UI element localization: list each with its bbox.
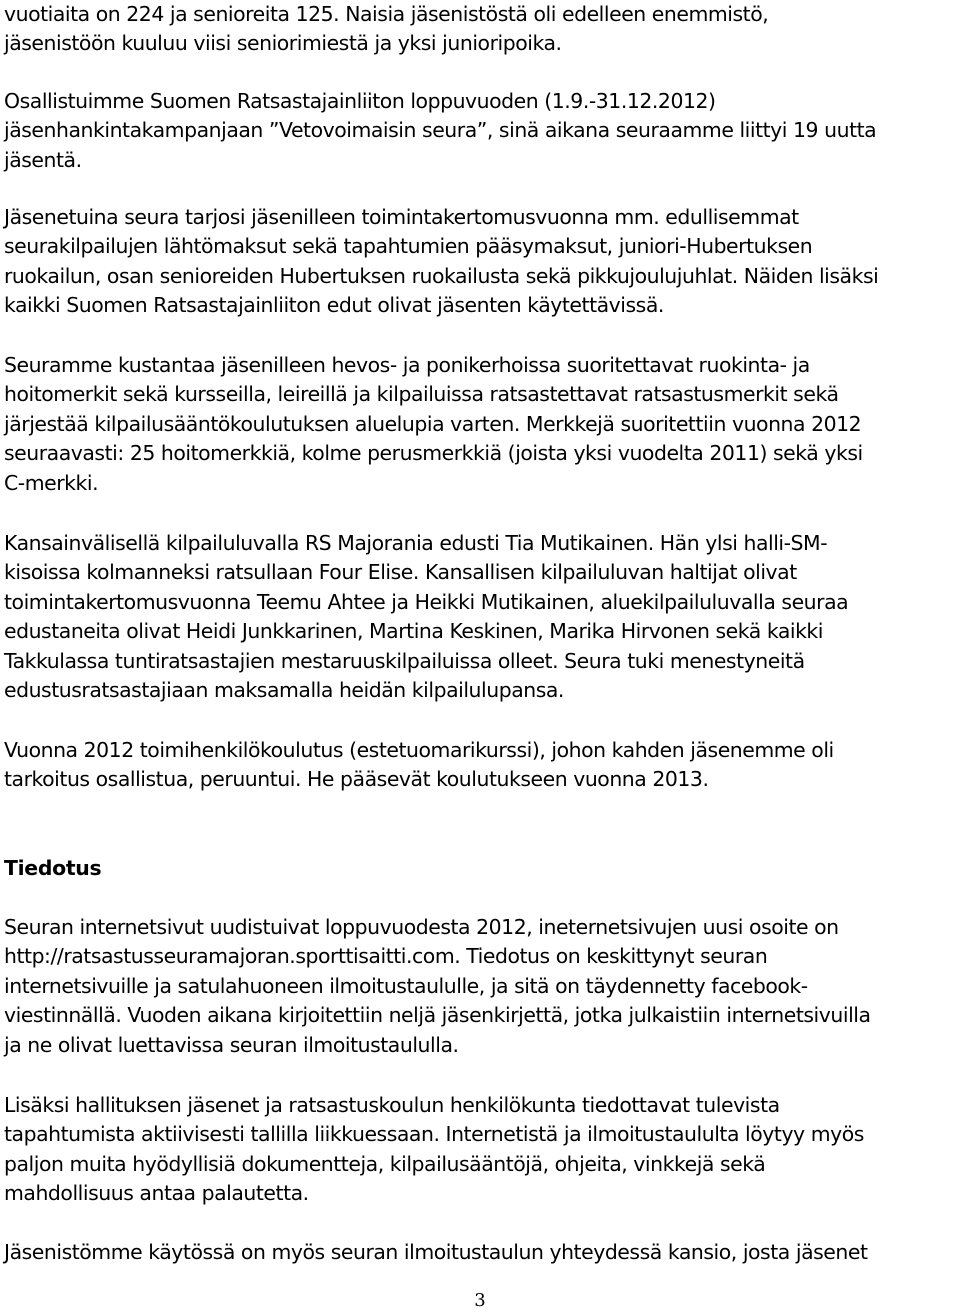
paragraph-competition-licences: Kansainvälisellä kilpailuluvalla RS Majorania edusti Tia Mutikainen. Hän ylsi halli-SM- kisoissa kolmanneksi ratsullaan Four Elise. Kansallisen kilpailuluvan haltijat olivat toimintakertomusvuonna Teemu Ahtee ja Heikki Mutikainen, aluekilpailuluvalla seuraa edustaneita olivat Heidi Junkkarinen, Martina Keskinen, Marika Hirvonen sekä kaikki Takkulassa tuntiratsastajien mestaruuskilpailuissa olleet. Seura tuki menestyneitä edustusratsastajiaan maksamalla heidän kilpailulupansa. — [4, 531, 849, 703]
paragraph-staff-training: Vuonna 2012 toimihenkilökoulutus (estetuomarikurssi), johon kahden jäsenemme oli tarkoitus osallistua, peruuntui. He pääsevät koulutukseen vuonna 2013. — [4, 738, 834, 792]
section-heading-tiedotus: Tiedotus — [4, 856, 102, 880]
paragraph-bulletin-folder: Jäsenistömme käytössä on myös seuran ilmoitustaulun yhteydessä kansio, josta jäsenet — [4, 1240, 868, 1264]
page-number: 3 — [474, 1290, 486, 1311]
paragraph-membership-campaign: Osallistuimme Suomen Ratsastajainliiton loppuvuoden (1.9.-31.12.2012) jäsenhankintakampanjaan ”Vetovoimaisin seura”, sinä aikana seuraamme liittyi 19 uutta jäsentä. — [4, 89, 877, 172]
paragraph-website: Seuran internetsivut uudistuivat loppuvuodesta 2012, ineternetsivujen uusi osoite on http://ratsastusseuramajoran.sporttisaitti.com. Tiedotus on keskittynyt seuran internetsivuille ja satulahuoneen ilmoitustaululle, ja sitä on täydennetty facebook- viestinnällä. Vuoden aikana kirjoitettiin neljä jäsenkirjettä, jotka julkaistiin internetsivuilla ja ne olivat luettavissa seuran ilmoitustaululla. — [4, 915, 871, 1057]
paragraph-membership-demographics: vuotiaita on 224 ja senioreita 125. Naisia jäsenistöstä oli edelleen enemmistö, jäsenistöön kuuluu viisi seniorimiestä ja yksi junioripoika. — [4, 2, 769, 56]
paragraph-member-benefits: Jäsenetuina seura tarjosi jäsenilleen toimintakertomusvuonna mm. edullisemmat seurakilpailujen lähtömaksut sekä tapahtumien pääsymaksut, juniori-Hubertuksen ruokailun, osan senioreiden Hubertuksen ruokailusta sekä pikkujoulujuhlat. Näiden lisäksi kaikki Suomen Ratsastajainliiton edut olivat jäsenten käytettävissä. — [4, 205, 879, 318]
paragraph-badges: Seuramme kustantaa jäsenilleen hevos- ja ponikerhoissa suoritettavat ruokinta- ja hoitomerkit sekä kursseilla, leireillä ja kilpailuissa ratsastettavat ratsastusmerkit sekä järjestää kilpailusääntökoulutuksen aluelupia varten. Merkkejä suoritettiin vuonna 2012 seuraavasti: 25 hoitomerkkiä, kolme perusmerkkiä (joista yksi vuodelta 2011) sekä yksi C-merkki. — [4, 353, 863, 495]
paragraph-staff-communication: Lisäksi hallituksen jäsenet ja ratsastuskoulun henkilökunta tiedottavat tulevista tapahtumista aktiivisesti tallilla liikkuessaan. Internetistä ja ilmoitustaululta löytyy myös paljon muita hyödyllisiä dokumentteja, kilpailusääntöjä, ohjeita, vinkkejä sekä mahdollisuus antaa palautetta. — [4, 1093, 864, 1206]
